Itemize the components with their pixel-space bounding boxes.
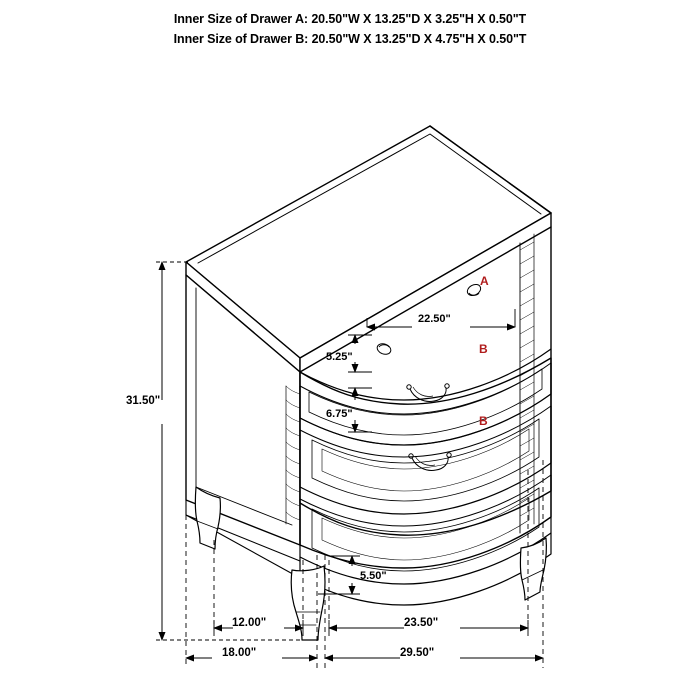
knob-drawer-b-left: [376, 342, 393, 356]
label-base-depth: 18.00": [222, 647, 257, 659]
cabinet-outline: [186, 126, 551, 640]
label-base-width: 29.50": [400, 647, 435, 659]
label-total-height: 31.50": [126, 395, 161, 407]
drawer-a-inner-size-text: Inner Size of Drawer A: 20.50"W X 13.25"D X 3.25"H X 0.50"T: [173, 12, 527, 26]
marker-drawer-b-1: B: [479, 342, 488, 356]
drawer-b-inner-size-text: Inner Size of Drawer B: 20.50"W X 13.25"D X 4.75"H X 0.50"T: [173, 32, 527, 46]
label-drawer-a-height: 5.25": [326, 351, 353, 363]
label-side-depth: 12.00": [232, 617, 267, 629]
label-front-width: 23.50": [404, 617, 439, 629]
label-drawer-a-width: 22.50": [418, 313, 451, 325]
marker-drawer-a: A: [480, 274, 489, 288]
marker-drawer-b-2: B: [479, 414, 488, 428]
label-drawer-b-height: 6.75": [326, 408, 353, 420]
label-leg-height: 5.50": [360, 570, 387, 582]
